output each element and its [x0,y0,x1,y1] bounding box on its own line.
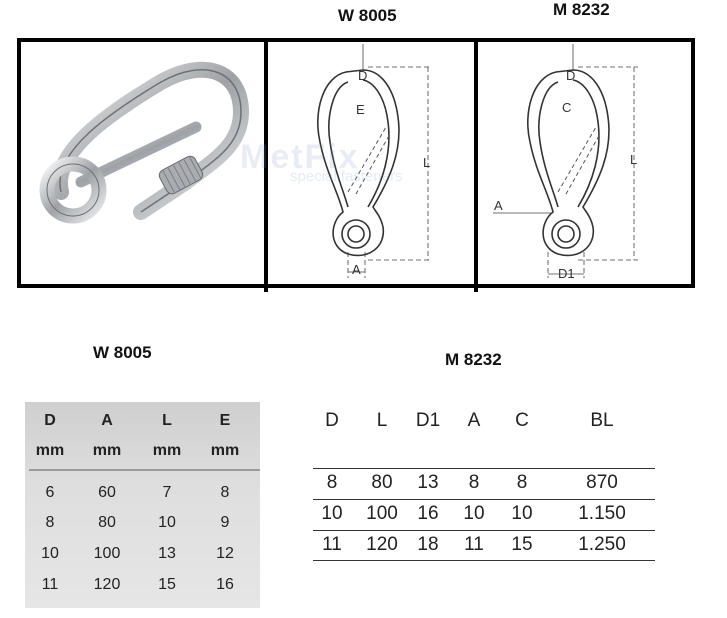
table-cell: 12 [216,545,234,562]
table-cell: 9 [220,514,230,531]
table-cell: 100 [366,503,398,524]
table-cell: 11 [322,534,342,555]
table-rule [313,468,655,469]
table-cell: 13 [417,472,439,493]
table-cell: 8 [326,472,338,493]
column-unit: mm [152,442,182,459]
column-header: L [376,410,388,431]
table-cell: 10 [158,514,176,531]
table-cell: 11 [464,534,484,555]
label-l: L [423,155,431,170]
table-cell: 7 [162,484,172,501]
table-cell: 6 [45,484,55,501]
table-cell: 10 [321,503,343,524]
table-cell: 16 [216,576,234,593]
column-header: C [515,410,529,431]
top-title-w8005: W 8005 [338,6,397,25]
column-header: D [44,412,56,429]
table-cell: 11 [41,576,59,593]
label-a: A [494,198,503,213]
table-cell: 16 [417,503,439,524]
table-cell: 80 [371,472,393,493]
column-unit: mm [35,442,65,459]
column-header: D1 [415,410,441,431]
watermark: MetFix [240,138,360,176]
column-unit: mm [210,442,240,459]
table-cell: 8 [468,472,480,493]
table-cell: 1.150 [578,503,626,524]
column-header: L [162,412,172,429]
column-header: BL [590,410,614,431]
table-rule [313,499,655,500]
top-title-m8232: M 8232 [553,0,610,19]
label-a: A [352,262,361,277]
column-unit: mm [92,442,122,459]
column-header: D [325,410,339,431]
table-cell: 15 [511,534,533,555]
table-cell: 8 [220,484,230,501]
table-cell: 8 [516,472,528,493]
label-d: D [358,68,368,83]
column-header: A [101,412,113,429]
table-cell: 870 [586,472,618,493]
label-e: E [356,102,365,117]
label-l: L [630,152,638,167]
table-cell: 13 [158,545,176,562]
table-rule [313,560,655,561]
table-cell: 18 [417,534,439,555]
label-d1: D1 [558,266,575,281]
table-cell: 8 [45,514,55,531]
m8232-technical-drawing [478,42,691,284]
w8005-dimension-table [25,402,260,608]
column-header: A [467,410,481,431]
table-separator [29,469,260,471]
label-d: D [566,68,576,83]
bottom-title-w8005: W 8005 [93,343,152,362]
table-cell: 10 [41,545,59,562]
label-c: C [562,100,572,115]
table-rule [313,530,655,531]
table-cell: 120 [366,534,398,555]
table-cell: 15 [158,576,176,593]
table-cell: 1.250 [578,534,626,555]
table-cell: 120 [93,576,121,593]
column-header: E [219,412,231,429]
table-cell: 10 [463,503,485,524]
table-cell: 10 [511,503,533,524]
watermark-subtitle: special fasteners [290,168,403,185]
table-cell: 100 [93,545,121,562]
bottom-title-m8232: M 8232 [445,350,502,369]
snap-hook-photo [21,42,264,284]
table-cell: 80 [98,514,116,531]
table-cell: 60 [98,484,116,501]
